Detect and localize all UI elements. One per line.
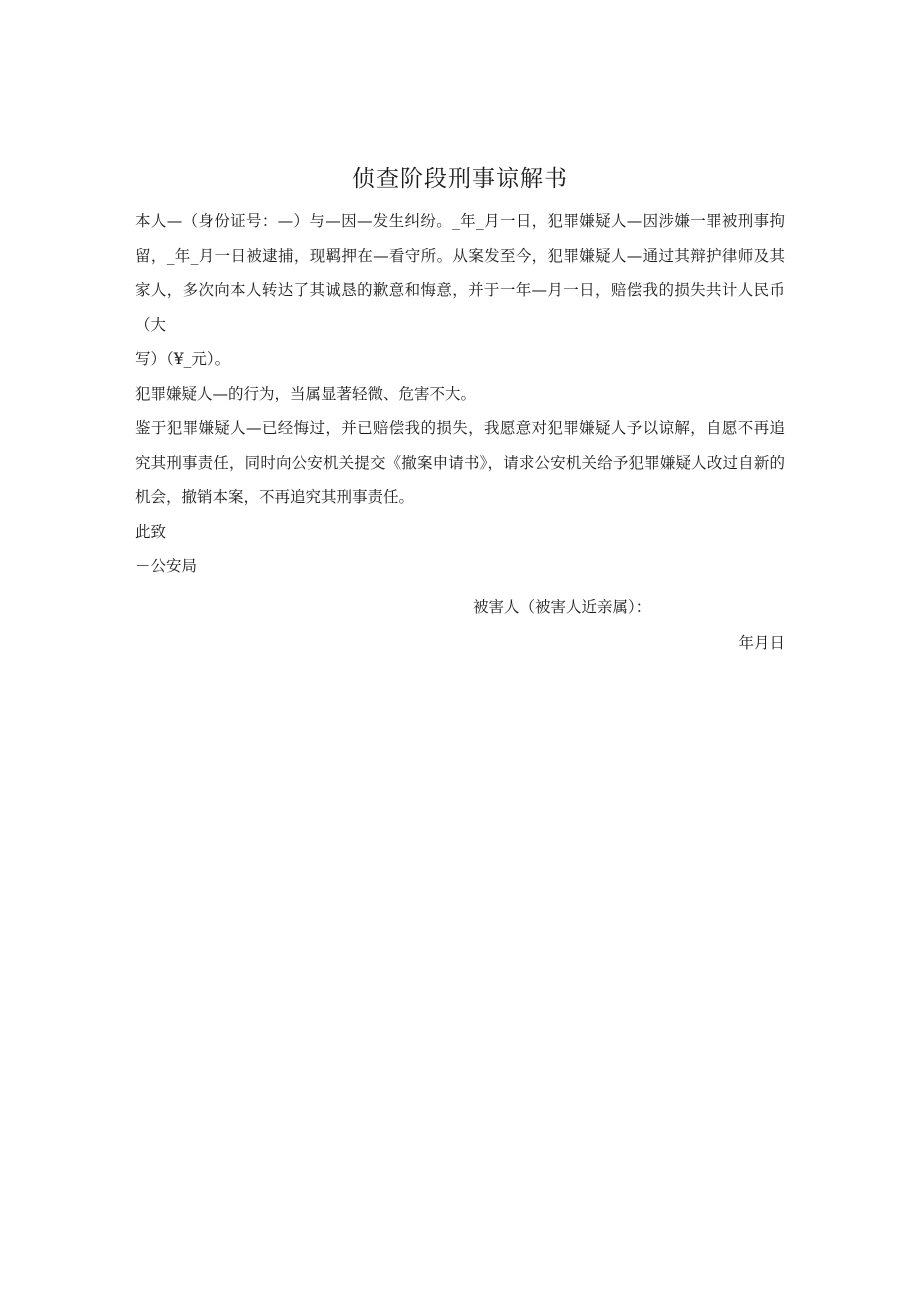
paragraph-assessment: 犯罪嫌疑人—的行为，当属显著轻微、危害不大。 [135,384,477,403]
paragraph-incident: 本人—（身份证号：—）与—因—发生纠纷。_年_月一日，犯罪嫌疑人—因涉嫌一罪被刑事拘留，_年_月一日被逮捕，现羁押在—看守所。从案发至今，犯罪嫌疑人—通过其辩护律师及其家人，多次向本人转达了其诚恳的歉意和悔意，并于一年—月一日，赔偿我的损失共计人民币（大 [135,212,785,334]
document-body [135,204,785,584]
document-title: 侦查阶段刑事谅解书 [352,166,568,192]
paragraph-amount: 写）（¥_元）。 [135,350,231,368]
paragraph-forgiveness: 鉴于犯罪嫌疑人—已经悔过，并已赔偿我的损失，我愿意对犯罪嫌疑人予以谅解，自愿不再追究其刑事责任，同时向公安机关提交《撤案申请书》，请求公安机关给予犯罪嫌疑人改过自新的机会，撤销本案，不再追究其刑事责任。 [135,419,785,506]
paragraph-recipient: －公安局 [135,557,198,575]
signature-date: 年月日 [738,634,785,652]
signature-victim: 被害人（被害人近亲属）： [473,598,652,616]
paragraph-salutation: 此致 [135,522,167,541]
